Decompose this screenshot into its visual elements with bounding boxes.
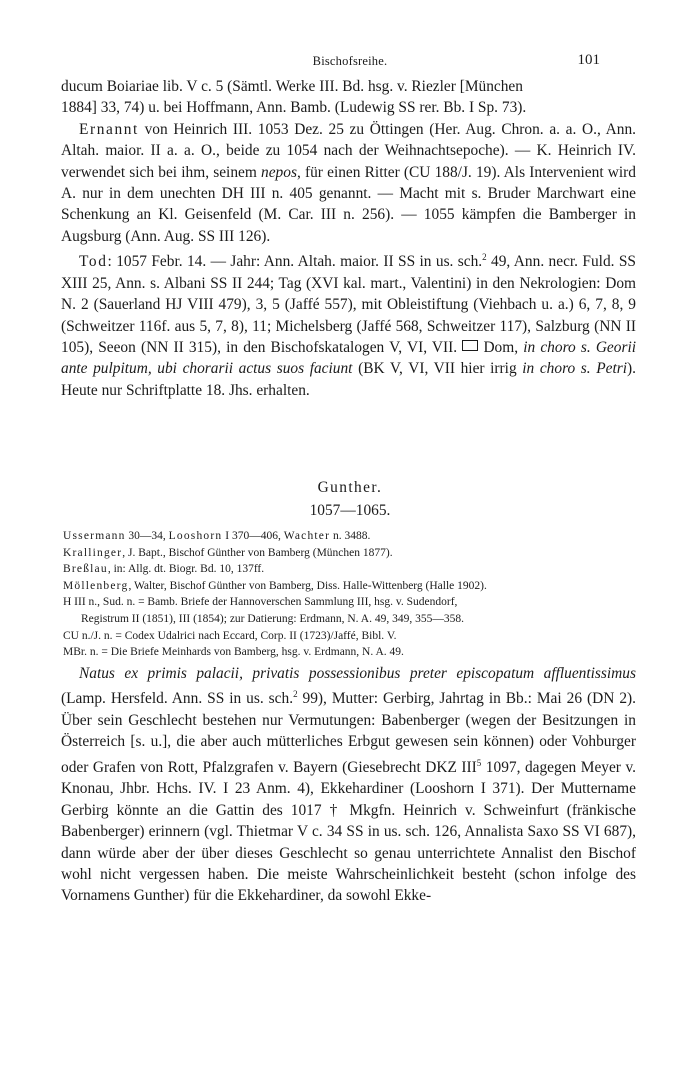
superscript: 5 <box>476 757 482 768</box>
reference-item: Ussermann 30—34, Looshorn I 370—406, Wachter n. 3488. <box>63 530 371 542</box>
reference-item: Breßlau, in: Allg. dt. Biogr. Bd. 10, 137ff. <box>63 563 265 576</box>
italic-quote: in choro s. Georii ante pulpitum, ubi chorarii actus suos faciunt <box>61 339 637 378</box>
paragraph-gunther-origin: Natus ex primis palacii, privatis possessionibus preter episcopatum affluentissimus (Lamp. Hersfeld. Ann. SS in us. sch.$^2$ 99), Mutter: Gerbirg, Jahrtag in Bb.: Mai 26 (DN 2). Über sein Geschlecht bestehen nur Vermutungen: Babenberger (wegen der Besitzungen in Österreich [s. u.], die aber auch mütterliches Erbgut gewesen sein können) oder Vohburger oder Grafen von Rott, Pfalzgrafen v. Bayern (Giesebrecht DKZ III$^5$ 1097, dagegen Meyer v. Knonau, Jhbr. Hchs. IV. I 23 Anm. 4), Ekkehardiner (Looshorn I 371). Der Muttername Gerbirg könnte an die Gattin des 1017 † Mkgfn. Heinrich v. Schweinfurt (fränkische Babenberger) erinnern (vgl. Thietmar V c. 34 SS in us. sch. 126, Annalista Saxo SS VI 687), dann würde aber der über dieses Geschlecht so genau unterrichtete Annalist den Bischof wohl nicht vergessen haben. Die meiste Wahrscheinlichkeit besteht (schon infolge des Vornamens Gunther) für die Ekkehardiner, da sowohl Ekke- <box>61 665 636 905</box>
text-line: ducum Boiariae lib. V c. 5 (Sämtl. Werke III. Bd. hsg. v. Riezler [München <box>61 78 523 95</box>
section-heading: Gunther. <box>317 479 383 496</box>
spaced-lead-word: Tod <box>79 253 108 271</box>
italic-quote: Natus ex primis palacii, privatis possessionibus preter episcopatum affluentissimus <box>79 665 636 682</box>
paragraph-continuation <box>61 76 636 119</box>
italic-quote: in choro s. Petri <box>522 360 628 378</box>
spaced-lead-word: Ernannt <box>79 120 139 138</box>
reference-item: Möllenberg, Walter, Bischof Günther von Bamberg, Diss. Halle-Wittenberg (Halle 1902). <box>63 579 487 592</box>
burial-square-icon <box>462 340 478 351</box>
section-years: 1057—1065. <box>309 502 391 519</box>
superscript: 2 <box>293 689 298 700</box>
body-text-block <box>61 663 636 907</box>
reference-list <box>63 528 638 661</box>
italic-term: nepos <box>261 163 297 181</box>
reference-item: MBr. n. = Die Briefe Meinhards von Bamberg, hsg. v. Erdmann, N. A. 49. <box>63 646 404 659</box>
paragraph-tod: Tod: 1057 Febr. 14. — Jahr: Ann. Altah. maior. II SS in us. sch.$^2$ 49, Ann. necr. Fuld. SS XIII 25, Ann. s. Albani SS II 244; Tag (XVI kal. mart., Valentini) in den Nekrologien: Dom N. 2 (Sauerland HJ VIII 479), 3, 5 (Jaffé 557), mit Obleistiftung (Viehbach u. a.) 6, 7, 8, 9 (Schweitzer 116f. aus 5, 7, 8), 11; Michelsberg (Jaffé 568, Schweitzer 117), Salzburg (NN II 105), Seeon (NN II 315), in den Bischofskatalogen V, VI, VII. Dom, in choro s. Georii ante pulpitum, ubi chorarii actus suos faciunt (BK V, VI, VII hier irrig in choro s. Petri). Heute nur Schriftplatte 18. Jhs. erhalten. <box>61 252 637 399</box>
reference-item: Registrum II (1851), III (1854); zur Datierung: Erdmann, N. A. 49, 349, 355—358. <box>81 612 464 625</box>
running-title: Bischofsreihe. <box>312 54 388 68</box>
reference-item: H III n., Sud. n. = Bamb. Briefe der Hannoverschen Sammlung III, hsg. v. Sudendorf, <box>63 596 458 609</box>
top-text-block <box>61 76 636 401</box>
page-number: 101 <box>577 52 600 68</box>
reference-item: Krallinger, J. Bapt., Bischof Günther von Bamberg (München 1877). <box>63 546 393 559</box>
reference-item: CU n./J. n. = Codex Udalrici nach Eccard, Corp. II (1723)/Jaffé, Bibl. V. <box>63 629 397 642</box>
text-line: 1884] 33, 74) u. bei Hoffmann, Ann. Bamb. (Ludewig SS rer. Bb. I Sp. 73). <box>61 99 527 117</box>
superscript: 2 <box>482 252 487 263</box>
paragraph-ernannt: Ernannt von Heinrich III. 1053 Dez. 25 zu Öttingen (Her. Aug. Chron. a. a. O., Ann. Altah. maior. II a. a. O., beide zu 1054 nach der Weihnachtsepoche). — K. Heinrich IV. verwendet sich bei ihm, seinem nepos, für einen Ritter (CU 188/J. 19). Als Intervenient wird A. nur in dem unechten DH III n. 405 genannt. — Macht mit s. Bruder Marchwart eine Schenkung an Kl. Geisenfeld (M. Car. III n. 256). — 1055 kämpfen die Bamberger in Augsburg (Ann. Aug. SS III 126). <box>61 120 637 245</box>
